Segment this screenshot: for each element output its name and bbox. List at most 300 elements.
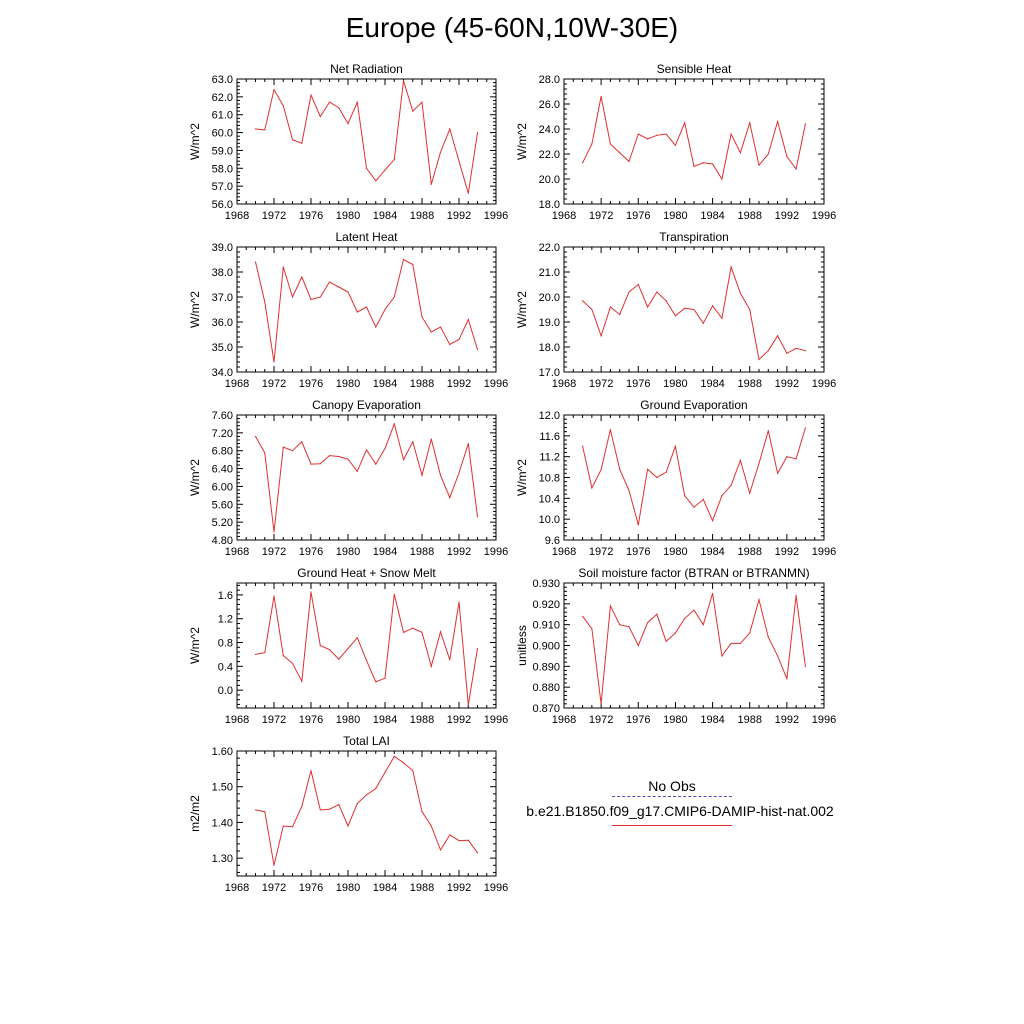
chart-title: Transpiration	[659, 230, 729, 244]
data-point	[666, 472, 667, 473]
y-tick-label: 5.20	[211, 517, 233, 530]
data-point	[292, 826, 293, 827]
data-point	[777, 473, 778, 474]
data-point	[301, 143, 302, 144]
data-point	[610, 143, 611, 144]
data-point	[412, 770, 413, 771]
x-tick-label: 1984	[372, 882, 398, 894]
data-point	[292, 139, 293, 140]
data-point	[749, 122, 750, 123]
y-tick-label: 1.50	[211, 781, 233, 794]
data-point	[458, 339, 459, 340]
data-point	[601, 469, 602, 470]
data-point	[796, 168, 797, 169]
data-point	[610, 429, 611, 430]
x-tick-label: 1996	[483, 714, 509, 726]
data-point	[703, 162, 704, 163]
data-point	[310, 464, 311, 465]
data-point	[468, 840, 469, 841]
data-point	[647, 469, 648, 470]
data-point	[582, 616, 583, 617]
y-tick-label: 20.0	[538, 174, 560, 186]
x-tick-label: 1988	[737, 210, 762, 222]
y-tick-label: 0.900	[532, 640, 560, 653]
data-point	[347, 291, 348, 292]
data-point	[468, 193, 469, 194]
data-point	[703, 624, 704, 625]
y-tick-label: 57.0	[211, 181, 233, 194]
data-point	[477, 349, 478, 350]
y-axis-label: W/m^2	[188, 291, 202, 328]
y-tick-label: 21.0	[538, 267, 560, 279]
data-point	[449, 344, 450, 345]
data-point	[768, 637, 769, 638]
x-tick-label: 1988	[737, 378, 762, 390]
x-tick-label: 1992	[446, 882, 472, 894]
data-point	[375, 681, 376, 682]
plot-frame	[564, 583, 824, 708]
data-point	[273, 865, 274, 866]
data-point	[384, 678, 385, 679]
data-point	[384, 309, 385, 310]
legend-obs-swatch	[612, 796, 732, 797]
y-tick-label: 11.2	[539, 451, 560, 464]
x-tick-label: 1992	[446, 546, 472, 558]
data-point	[582, 162, 583, 163]
data-point	[638, 284, 639, 285]
x-tick-label: 1976	[298, 882, 324, 894]
y-tick-label: 1.30	[211, 853, 233, 866]
data-point	[449, 659, 450, 660]
data-point	[777, 655, 778, 656]
data-point	[591, 628, 592, 629]
data-point	[619, 152, 620, 153]
data-point	[666, 641, 667, 642]
data-point	[384, 772, 385, 773]
data-point	[693, 507, 694, 508]
data-point	[283, 266, 284, 267]
chart-title: Ground Evaporation	[640, 398, 748, 412]
data-point	[647, 622, 648, 623]
x-tick-label: 1980	[335, 210, 361, 222]
chart-title: Total LAI	[343, 734, 390, 748]
x-tick-label: 1992	[774, 546, 800, 558]
data-point	[366, 794, 367, 795]
data-point	[273, 595, 274, 596]
x-tick-label: 1968	[551, 378, 577, 390]
data-point	[329, 809, 330, 810]
y-tick-label: 0.930	[532, 578, 560, 590]
plot-frame	[237, 583, 496, 708]
x-tick-label: 1980	[663, 546, 688, 558]
chart-panel-8	[515, 566, 836, 726]
y-axis-label: W/m^2	[188, 627, 202, 664]
data-point	[468, 443, 469, 444]
data-point	[292, 296, 293, 297]
y-tick-label: 7.60	[211, 410, 233, 422]
data-point	[283, 655, 284, 656]
data-point	[449, 128, 450, 129]
series-line-1	[256, 81, 478, 194]
data-point	[796, 595, 797, 596]
y-tick-label: 24.0	[538, 124, 560, 136]
x-tick-label: 1984	[700, 546, 725, 558]
y-tick-label: 6.40	[211, 463, 233, 476]
data-point	[431, 331, 432, 332]
chart-title: Sensible Heat	[656, 62, 732, 76]
data-point	[338, 286, 339, 287]
y-tick-label: 38.0	[211, 267, 233, 279]
data-point	[721, 318, 722, 319]
chart-panel-5	[188, 398, 508, 558]
data-point	[403, 762, 404, 763]
data-point	[619, 469, 620, 470]
y-tick-label: 34.0	[211, 367, 233, 379]
data-point	[591, 309, 592, 310]
x-tick-label: 1972	[588, 210, 614, 222]
data-point	[255, 809, 256, 810]
data-point	[768, 350, 769, 351]
y-tick-label: 0.8	[217, 637, 233, 650]
chart-panel-4	[515, 230, 836, 390]
data-point	[477, 648, 478, 649]
data-point	[320, 809, 321, 810]
data-point	[675, 315, 676, 316]
data-point	[458, 840, 459, 841]
x-tick-label: 1996	[811, 714, 837, 726]
data-point	[431, 825, 432, 826]
data-point	[740, 293, 741, 294]
y-tick-label: 0.0	[217, 685, 233, 698]
data-point	[693, 309, 694, 310]
chart-title: Ground Heat + Snow Melt	[297, 566, 436, 580]
data-point	[712, 593, 713, 594]
data-point	[601, 703, 602, 704]
x-tick-label: 1976	[626, 378, 651, 390]
data-point	[656, 291, 657, 292]
data-point	[394, 756, 395, 757]
data-point	[458, 161, 459, 162]
data-point	[283, 825, 284, 826]
x-tick-label: 1980	[663, 210, 688, 222]
x-tick-label: 1972	[588, 546, 614, 558]
data-point	[394, 159, 395, 160]
series-line-1	[583, 267, 806, 360]
y-tick-label: 7.20	[211, 427, 233, 440]
data-point	[255, 261, 256, 262]
data-point	[301, 681, 302, 682]
data-point	[403, 259, 404, 260]
y-tick-label: 6.80	[211, 445, 233, 458]
data-point	[647, 306, 648, 307]
data-point	[619, 624, 620, 625]
data-point	[628, 490, 629, 491]
data-point	[366, 306, 367, 307]
data-point	[477, 132, 478, 133]
legend-model-swatch	[612, 825, 732, 826]
x-tick-label: 1984	[372, 378, 398, 390]
data-point	[628, 626, 629, 627]
data-point	[384, 448, 385, 449]
data-point	[684, 495, 685, 496]
x-tick-label: 1968	[224, 378, 250, 390]
x-tick-label: 1984	[700, 714, 725, 726]
y-tick-label: 4.80	[211, 535, 233, 547]
data-point	[758, 599, 759, 600]
data-point	[310, 299, 311, 300]
data-point	[758, 165, 759, 166]
data-point	[338, 107, 339, 108]
x-tick-label: 1996	[811, 546, 837, 558]
data-point	[721, 655, 722, 656]
data-point	[421, 316, 422, 317]
y-tick-label: 0.870	[532, 703, 560, 715]
data-point	[255, 436, 256, 437]
y-tick-label: 1.40	[211, 817, 233, 830]
data-point	[375, 326, 376, 327]
data-point	[731, 643, 732, 644]
x-tick-label: 1984	[372, 546, 398, 558]
data-point	[273, 531, 274, 532]
x-tick-label: 1988	[737, 546, 762, 558]
y-tick-label: 5.60	[211, 499, 233, 512]
chart-panel-6	[515, 398, 836, 558]
y-tick-label: 63.0	[211, 74, 233, 86]
data-point	[366, 660, 367, 661]
series-line-1	[256, 424, 478, 532]
y-tick-label: 10.8	[538, 472, 560, 485]
data-point	[375, 788, 376, 789]
x-tick-label: 1996	[483, 378, 509, 390]
y-tick-label: 37.0	[211, 292, 233, 304]
data-point	[477, 516, 478, 517]
data-point	[731, 485, 732, 486]
data-point	[329, 455, 330, 456]
data-point	[591, 143, 592, 144]
x-tick-label: 1976	[626, 546, 651, 558]
data-point	[357, 803, 358, 804]
data-point	[273, 361, 274, 362]
data-point	[675, 632, 676, 633]
y-tick-label: 0.910	[532, 619, 560, 632]
data-point	[805, 666, 806, 667]
x-tick-label: 1972	[261, 882, 287, 894]
y-axis-label: W/m^2	[188, 459, 202, 496]
data-point	[310, 94, 311, 95]
data-point	[582, 446, 583, 447]
y-tick-label: 18.0	[538, 199, 560, 211]
data-point	[601, 96, 602, 97]
data-point	[421, 811, 422, 812]
series-line-1	[256, 756, 478, 865]
data-point	[357, 471, 358, 472]
data-point	[320, 116, 321, 117]
y-tick-label: 10.4	[538, 493, 560, 506]
data-point	[638, 133, 639, 134]
data-point	[786, 156, 787, 157]
legend	[520, 778, 840, 826]
y-tick-label: 60.0	[211, 127, 233, 140]
data-point	[421, 475, 422, 476]
x-tick-label: 1980	[335, 546, 361, 558]
y-tick-label: 9.6	[544, 535, 560, 547]
data-point	[731, 133, 732, 134]
x-tick-label: 1988	[409, 378, 435, 390]
x-tick-label: 1988	[409, 546, 435, 558]
data-point	[656, 614, 657, 615]
chart-title: Net Radiation	[330, 62, 403, 76]
x-tick-label: 1992	[774, 378, 800, 390]
data-point	[301, 806, 302, 807]
data-point	[740, 643, 741, 644]
x-tick-label: 1968	[224, 714, 250, 726]
data-point	[638, 645, 639, 646]
data-point	[740, 152, 741, 153]
legend-obs-label: No Obs	[648, 778, 696, 794]
x-tick-label: 1972	[261, 546, 287, 558]
data-point	[301, 441, 302, 442]
y-tick-label: 1.60	[211, 746, 233, 758]
data-point	[375, 180, 376, 181]
x-tick-label: 1976	[298, 378, 324, 390]
data-point	[666, 300, 667, 301]
y-axis-label: W/m^2	[515, 291, 529, 328]
data-point	[283, 105, 284, 106]
y-axis-label: W/m^2	[188, 123, 202, 160]
data-point	[320, 296, 321, 297]
x-tick-label: 1980	[335, 378, 361, 390]
x-tick-label: 1976	[626, 714, 651, 726]
x-tick-label: 1984	[700, 378, 725, 390]
data-point	[582, 300, 583, 301]
data-point	[440, 152, 441, 153]
y-tick-label: 0.4	[217, 661, 233, 674]
data-point	[656, 477, 657, 478]
data-point	[768, 153, 769, 154]
data-point	[412, 111, 413, 112]
y-tick-label: 58.0	[211, 163, 233, 176]
x-tick-label: 1980	[335, 882, 361, 894]
data-point	[338, 659, 339, 660]
y-tick-label: 6.00	[211, 481, 233, 494]
y-tick-label: 0.880	[532, 682, 560, 695]
y-tick-label: 11.6	[539, 430, 560, 443]
data-point	[449, 497, 450, 498]
data-point	[675, 446, 676, 447]
y-tick-label: 26.0	[538, 99, 560, 111]
data-point	[264, 811, 265, 812]
data-point	[601, 335, 602, 336]
x-tick-label: 1980	[663, 714, 688, 726]
y-tick-label: 35.0	[211, 342, 233, 354]
x-tick-label: 1996	[483, 882, 509, 894]
x-tick-label: 1972	[261, 378, 287, 390]
data-point	[647, 138, 648, 139]
data-point	[721, 178, 722, 179]
data-point	[591, 487, 592, 488]
x-tick-label: 1992	[446, 210, 472, 222]
data-point	[458, 472, 459, 473]
x-tick-label: 1984	[372, 210, 398, 222]
data-point	[693, 609, 694, 610]
plot-frame	[237, 247, 496, 372]
data-point	[749, 632, 750, 633]
data-point	[703, 499, 704, 500]
data-point	[805, 427, 806, 428]
data-point	[292, 450, 293, 451]
plot-frame	[564, 79, 824, 204]
data-point	[431, 439, 432, 440]
y-tick-label: 61.0	[211, 109, 233, 122]
data-point	[749, 493, 750, 494]
data-point	[440, 475, 441, 476]
series-line-1	[256, 260, 478, 363]
data-point	[786, 678, 787, 679]
x-tick-label: 1976	[298, 546, 324, 558]
data-point	[468, 704, 469, 705]
y-tick-label: 19.0	[538, 317, 560, 329]
x-tick-label: 1976	[298, 714, 324, 726]
x-tick-label: 1968	[551, 546, 577, 558]
data-point	[740, 460, 741, 461]
data-point	[264, 301, 265, 302]
data-point	[412, 264, 413, 265]
y-tick-label: 10.0	[538, 514, 560, 527]
data-point	[675, 145, 676, 146]
data-point	[758, 463, 759, 464]
x-tick-label: 1968	[224, 882, 250, 894]
x-tick-label: 1968	[551, 714, 577, 726]
x-tick-label: 1992	[446, 714, 472, 726]
data-point	[468, 319, 469, 320]
y-tick-label: 17.0	[538, 367, 560, 379]
data-point	[329, 102, 330, 103]
x-tick-label: 1996	[811, 378, 837, 390]
y-axis-label: W/m^2	[515, 459, 529, 496]
x-tick-label: 1972	[588, 714, 614, 726]
data-point	[394, 296, 395, 297]
data-point	[255, 654, 256, 655]
x-tick-label: 1988	[409, 210, 435, 222]
x-tick-label: 1992	[774, 210, 800, 222]
y-tick-label: 62.0	[211, 91, 233, 104]
plot-frame	[237, 79, 496, 204]
data-point	[403, 632, 404, 633]
chart-title: Latent Heat	[335, 230, 398, 244]
data-point	[684, 122, 685, 123]
data-point	[264, 452, 265, 453]
data-point	[619, 314, 620, 315]
data-point	[805, 350, 806, 351]
data-point	[394, 594, 395, 595]
data-point	[329, 649, 330, 650]
data-point	[796, 348, 797, 349]
chart-panel-2	[515, 62, 836, 222]
y-tick-label: 39.0	[211, 242, 233, 254]
data-point	[610, 605, 611, 606]
x-tick-label: 1996	[483, 210, 509, 222]
data-point	[347, 123, 348, 124]
data-point	[712, 163, 713, 164]
data-point	[421, 102, 422, 103]
data-point	[777, 121, 778, 122]
y-axis-label: W/m^2	[515, 123, 529, 160]
plot-frame	[564, 415, 824, 540]
y-tick-label: 0.890	[532, 661, 560, 674]
data-point	[338, 804, 339, 805]
data-point	[477, 852, 478, 853]
x-tick-label: 1984	[700, 210, 725, 222]
